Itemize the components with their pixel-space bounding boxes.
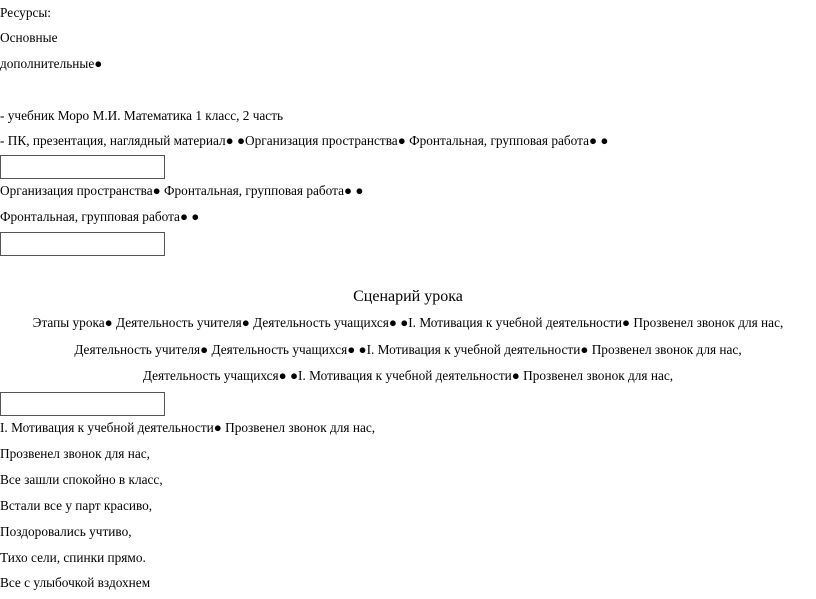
scenario-row-students: Деятельность учащихся● ●I. Мотивация к учебной деятельности● Прозвенел звонок для нас, bbox=[142, 368, 674, 383]
poem-line: Встали все у парт красиво, bbox=[0, 498, 153, 513]
empty-cell-box bbox=[0, 392, 165, 416]
scenario-row-motivation: I. Мотивация к учебной деятельности● Прозвенел звонок для нас, bbox=[0, 420, 376, 435]
empty-cell-box bbox=[0, 155, 165, 179]
resources-main-label: Основные bbox=[0, 30, 58, 45]
resource-item-pc: - ПК, презентация, наглядный материал● ●Организация пространства● Фронтальная, групповая работа● ● bbox=[0, 133, 609, 148]
scenario-title: Сценарий урока bbox=[353, 288, 463, 305]
poem-line: Прозвенел звонок для нас, bbox=[0, 446, 150, 461]
poem-line: Все зашли спокойно в класс, bbox=[0, 472, 163, 487]
scenario-row-teacher: Деятельность учителя● Деятельность учащихся● ●I. Мотивация к учебной деятельности● Прозвенел звонок для нас, bbox=[74, 342, 742, 357]
resources-heading: Ресурсы: bbox=[0, 5, 52, 20]
poem-line: Поздоровались учтиво, bbox=[0, 524, 132, 539]
empty-cell-box bbox=[0, 232, 165, 256]
resource-item-frontal-work: Фронтальная, групповая работа● ● bbox=[0, 209, 200, 224]
poem-line: Все с улыбочкой вздохнем bbox=[0, 575, 151, 590]
resource-item-organization: Организация пространства● Фронтальная, групповая работа● ● bbox=[0, 183, 364, 198]
poem-line: Тихо сели, спинки прямо. bbox=[0, 550, 146, 565]
resource-item-textbook: - учебник Моро М.И. Математика 1 класс, 2 часть bbox=[0, 108, 284, 123]
scenario-row-stages: Этапы урока● Деятельность учителя● Деятельность учащихся● ●I. Мотивация к учебной деятельности● Прозвенел звонок для нас, bbox=[32, 315, 784, 330]
resources-additional-label: дополнительные● bbox=[0, 56, 103, 71]
